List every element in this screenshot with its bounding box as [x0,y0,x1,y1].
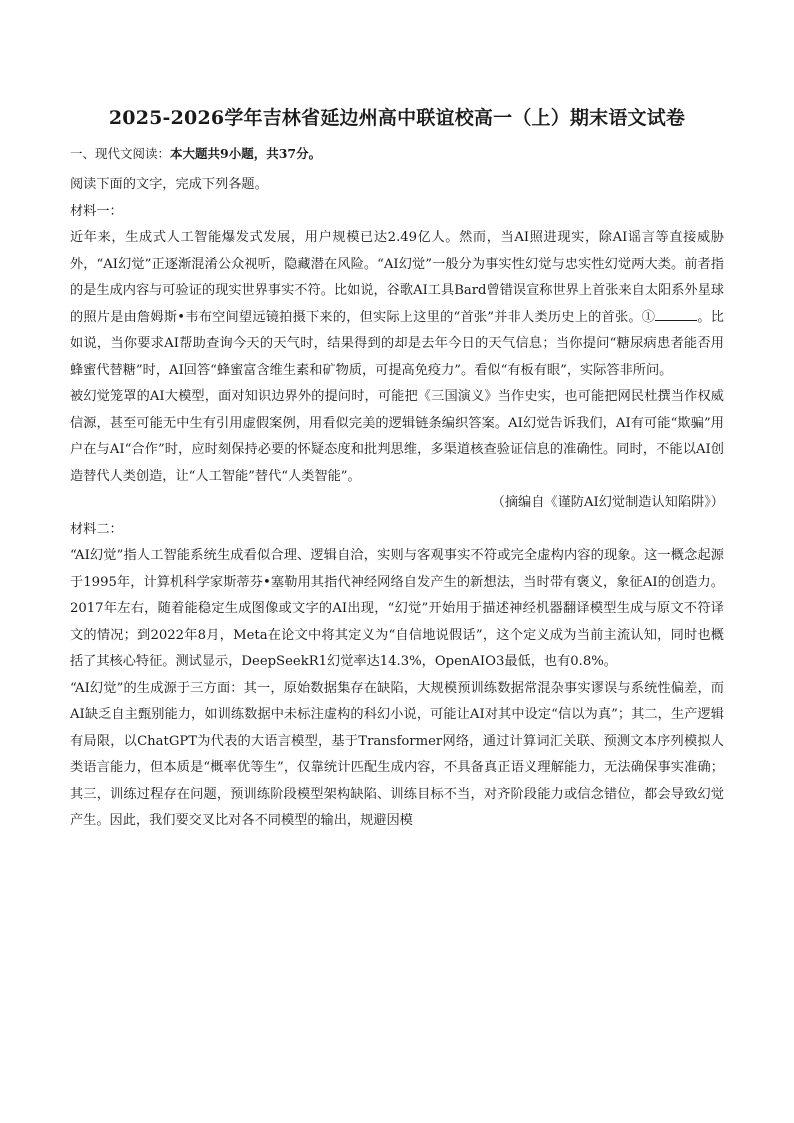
material2-paragraph-1: “AI幻觉”指人工智能系统生成看似合理、逻辑自洽，实则与客观事实不符或完全虚构内容的现象。这一概念起源于1995年，计算机科学家斯蒂芬•塞勒用其指代神经网络自发产生的新想法，当时带有褒义，象征AI的创造力。2017年左右，随着能稳定生成图像或文字的AI出现，“幻觉”开始用于描述神经机器翻译模型生成与原文不符译文的情况；到2022年8月，Meta在论文中将其定义为“自信地说假话”，这个定义成为当前主流认知，同时也概括了其核心特征。测试显示，DeepSeekR1幻觉率达14.3%，OpenAIO3最低，也有0.8%。 [70,548,724,669]
fill-blank-1[interactable] [655,306,697,321]
material1-para1-part1: 近年来，生成式人工智能爆发式发展，用户规模已达2.49亿人。然而，当AI照进现实，除AI谣言等直接威胁外，“AI幻觉”正逐渐混淆公众视听，隐藏潜在风险。“AI幻觉”一般分为事实性幻觉与忠实性幻觉两大类。前者指的是生成内容与可验证的现实世界事实不符。比如说，谷歌AI工具Bard曾错误宣称世界上首张来自太阳系外星球的照片是由詹姆斯•韦布空间望远镜拍摄下来的，但实际上这里的“首张”并非人类历史上的首张。① [70,230,724,325]
material1-para1-part2: 。比如说，当你要求AI帮助查询今天的天气时，结果得到的却是去年今日的天气信息；当你提问“糖尿病患者能否用蜂蜜代替糖”时，AI回答“蜂蜜富含维生素和矿物质，可提高免疫力”。看似“有板有眼”，实际答非所问。 [70,309,724,378]
material2-paragraph-2: “AI幻觉”的生成源于三方面：其一，原始数据集存在缺陷，大规模预训练数据常混杂事实谬误与系统性偏差，而AI缺乏自主甄别能力，如训练数据中未标注虚构的科幻小说，可能让AI对其中设定“信以为真”；其二，生产逻辑有局限，以ChatGPT为代表的大语言模型，基于Transformer网络，通过计算词汇关联、预测文本序列模拟人类语言能力，但本质是“概率优等生”，仅靠统计匹配生成内容，不具备真正语义理解能力，无法确保事实准确；其三，训练过程存在问题，预训练阶段模型架构缺陷、训练目标不当，对齐阶段能力或信念错位，都会导致幻觉产生。因此，我们要交叉比对各不同模型的输出，规避因模 [70,680,724,828]
instruction-text: 阅读下面的文字，完成下列各题。 [70,177,268,192]
material1-label: 材料一： [70,203,123,219]
material1-paragraph-1 [70,225,724,384]
page-title: 2025-2026学年吉林省延边州高中联谊校高一（上）期末语文试卷 [108,107,686,129]
material1-source: （摘编自《谨防AI幻觉制造认知陷阱》） [491,495,724,510]
material2-label: 材料二： [70,521,123,537]
material1-paragraph-2: 被幻觉笼罩的AI大模型，面对知识边界外的提问时，可能把《三国演义》当作史实，也可能把网民杜撰当作权威信源，甚至可能无中生有引用虚假案例，用看似完美的逻辑链条编织答案。AI幻觉告诉我们，AI有可能“欺骗”用户在与AI“合作”时，应时刻保持必要的怀疑态度和批判思维，多渠道核查验证信息的准确性。同时，不能以AI创造替代人类创造，让“人工智能”替代“人类智能”。 [70,389,724,484]
section-heading [70,142,724,166]
section-score: 本大题共9小题，共37分。 [170,146,322,161]
section-label: 一、现代文阅读： [70,146,171,161]
